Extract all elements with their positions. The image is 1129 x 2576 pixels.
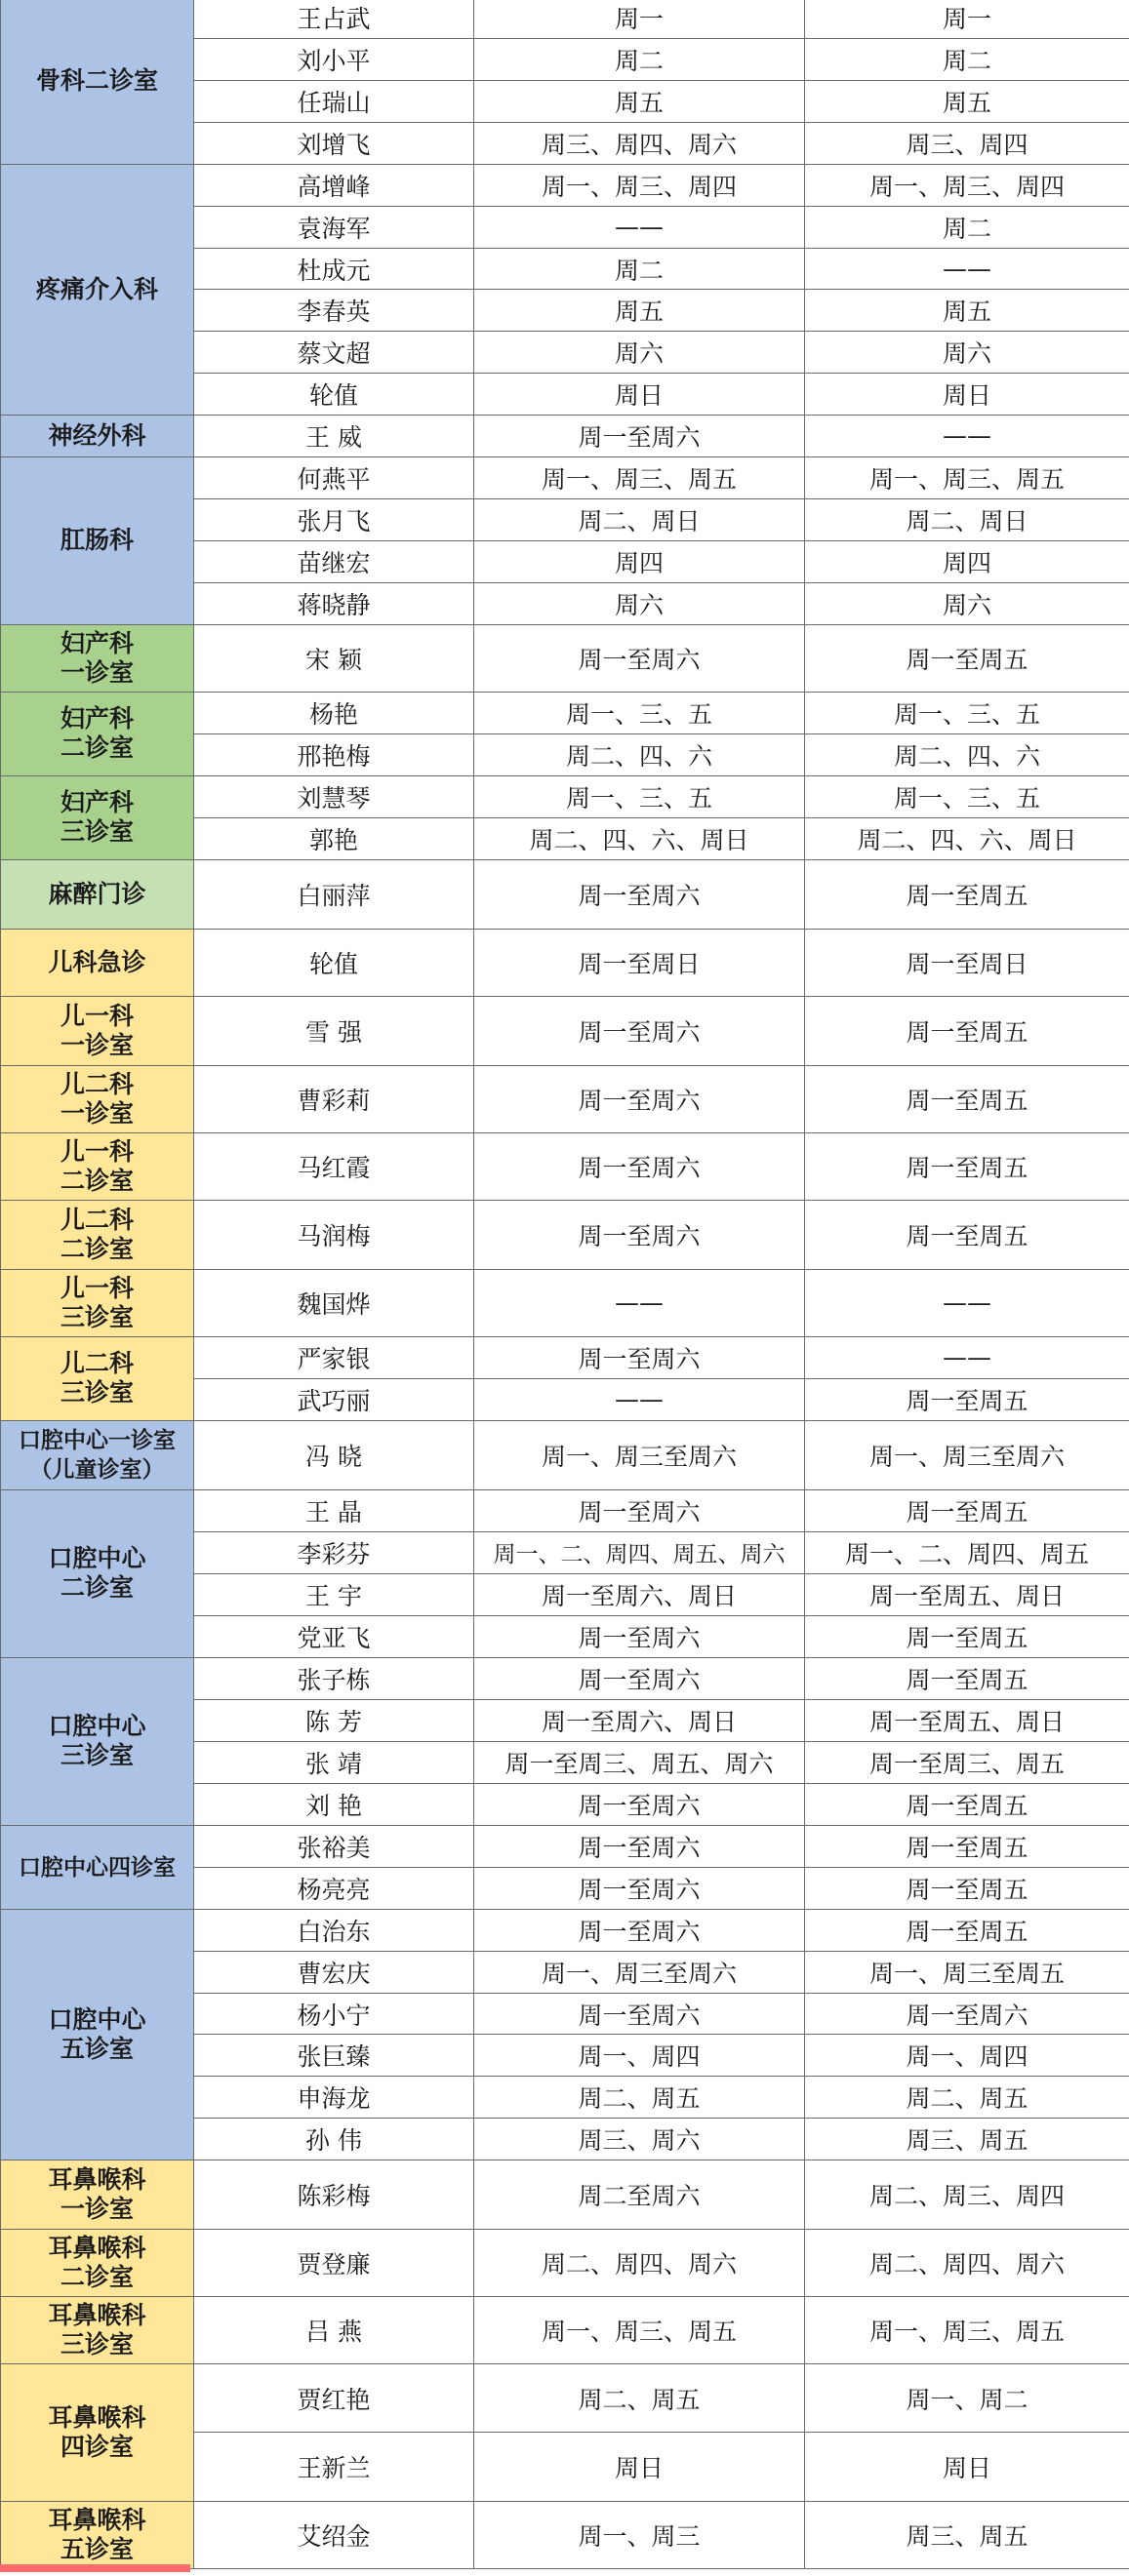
department-cell — [1, 859, 194, 929]
doctor-name: 申海龙 — [194, 2077, 474, 2119]
schedule-col-a: 周一至周六 — [474, 1615, 805, 1657]
department-label: 骨科二诊室 — [35, 65, 158, 95]
doctor-name: 严家银 — [194, 1336, 474, 1378]
schedule-col-a: 周一、三、五 — [474, 692, 805, 733]
schedule-col-a: 周五 — [474, 290, 805, 332]
schedule-col-a: 周一、二、周四、周五、周六 — [474, 1531, 805, 1573]
doctor-name: 张 靖 — [194, 1741, 474, 1783]
department-label: 儿科急诊 — [48, 947, 146, 976]
doctor-name: 马红霞 — [194, 1132, 474, 1200]
department-cell — [1, 2160, 194, 2229]
doctor-name: 郭艳 — [194, 817, 474, 859]
schedule-row — [1, 2229, 1129, 2296]
schedule-col-a: 周一至周六 — [474, 1336, 805, 1378]
schedule-col-b: 周三、周四 — [805, 123, 1129, 165]
schedule-col-b: 周一至周五 — [805, 996, 1129, 1065]
schedule-col-a: 周一至周六 — [474, 1909, 805, 1951]
department-cell — [1, 775, 194, 859]
schedule-row — [1, 1269, 1129, 1336]
doctor-name: 王新兰 — [194, 2433, 474, 2502]
schedule-col-b: 周二、四、六 — [805, 733, 1129, 775]
department-cell — [1, 1825, 194, 1909]
doctor-name: 杨艳 — [194, 692, 474, 733]
schedule-row — [1, 1909, 1129, 1951]
schedule-col-a: 周二、周五 — [474, 2363, 805, 2433]
schedule-col-a: 周一至周六 — [474, 1993, 805, 2035]
doctor-name: 冯 晓 — [194, 1420, 474, 1489]
doctor-name: 陈 芳 — [194, 1699, 474, 1741]
doctor-name: 刘慧琴 — [194, 775, 474, 817]
department-label: 耳鼻喉科 五诊室 — [48, 2505, 146, 2563]
schedule-col-a: 周一至周六 — [474, 1200, 805, 1269]
doctor-name: 张月飞 — [194, 498, 474, 540]
schedule-row — [1, 624, 1129, 692]
department-cell — [1, 1909, 194, 2160]
schedule-row — [1, 0, 1129, 39]
department-cell — [1, 2363, 194, 2501]
department-cell — [1, 456, 194, 624]
schedule-col-b: 周六 — [805, 582, 1129, 624]
doctor-name: 宋 颖 — [194, 624, 474, 692]
department-label: 耳鼻喉科 四诊室 — [48, 2402, 146, 2461]
schedule-col-b: 周二、周五 — [805, 2077, 1129, 2119]
schedule-row — [1, 1065, 1129, 1132]
schedule-col-b: 周一、周三至周六 — [805, 1420, 1129, 1489]
schedule-col-b: 周一至周五 — [805, 1200, 1129, 1269]
department-label: 耳鼻喉科 三诊室 — [48, 2300, 146, 2358]
schedule-col-b: 周日 — [805, 374, 1129, 416]
schedule-row — [1, 165, 1129, 207]
doctor-name: 白治东 — [194, 1909, 474, 1951]
schedule-row — [1, 1489, 1129, 1531]
department-label: 口腔中心 三诊室 — [48, 1712, 146, 1770]
schedule-row — [1, 2160, 1129, 2229]
schedule-col-a: 周一、周三、周四 — [474, 165, 805, 207]
department-cell — [1, 996, 194, 1065]
doctor-name: 武巧丽 — [194, 1378, 474, 1420]
schedule-col-b: 周一至周五 — [805, 1909, 1129, 1951]
department-cell — [1, 2229, 194, 2296]
schedule-col-b: 周一至周五 — [805, 1867, 1129, 1909]
schedule-col-a: 周一至周六 — [474, 859, 805, 929]
doctor-name: 刘 艳 — [194, 1783, 474, 1825]
schedule-col-b: 周一至周五 — [805, 624, 1129, 692]
schedule-row — [1, 692, 1129, 733]
department-label: 妇产科 一诊室 — [60, 628, 134, 687]
schedule-col-a: 周一、周三、周五 — [474, 456, 805, 498]
department-label: 耳鼻喉科 二诊室 — [48, 2233, 146, 2291]
schedule-col-a: 周五 — [474, 81, 805, 123]
department-label: 儿二科 二诊室 — [60, 1205, 134, 1263]
schedule-col-b: 周一、三、五 — [805, 692, 1129, 733]
schedule-row — [1, 2501, 1129, 2568]
doctor-name: 王 晶 — [194, 1489, 474, 1531]
doctor-name: 艾绍金 — [194, 2501, 474, 2568]
schedule-col-b: 周一至周五 — [805, 1825, 1129, 1867]
doctor-name: 贾红艳 — [194, 2363, 474, 2433]
schedule-col-b: 周一、三、五 — [805, 775, 1129, 817]
schedule-col-a: 周一至周六、周日 — [474, 1699, 805, 1741]
schedule-col-b: 周一至周五 — [805, 1657, 1129, 1699]
department-cell — [1, 1657, 194, 1825]
schedule-col-a: 周三、周四、周六 — [474, 123, 805, 165]
schedule-col-a: 周一、周四 — [474, 2035, 805, 2077]
schedule-col-b: 周一、周四 — [805, 2035, 1129, 2077]
department-label: 疼痛介入科 — [35, 274, 158, 303]
schedule-col-a: —— — [474, 1378, 805, 1420]
department-cell — [1, 2296, 194, 2363]
doctor-name: 马润梅 — [194, 1200, 474, 1269]
schedule-col-a: 周一、周三至周六 — [474, 1951, 805, 1993]
schedule-col-b: 周一至周五 — [805, 1378, 1129, 1420]
department-label: 儿一科 三诊室 — [60, 1273, 134, 1331]
schedule-col-a: 周一至周六 — [474, 1783, 805, 1825]
doctor-name: 张裕美 — [194, 1825, 474, 1867]
schedule-col-b: 周二、周三、周四 — [805, 2160, 1129, 2229]
doctor-name: 贾登廉 — [194, 2229, 474, 2296]
doctor-name: 任瑞山 — [194, 81, 474, 123]
schedule-col-a: 周一至周六 — [474, 1867, 805, 1909]
department-label: 肛肠科 — [60, 526, 134, 555]
doctor-name: 轮值 — [194, 929, 474, 996]
schedule-col-a: 周一至周六 — [474, 1065, 805, 1132]
schedule-col-b: 周一 — [805, 0, 1129, 39]
doctor-name: 李春英 — [194, 290, 474, 332]
schedule-col-b: 周一、周二 — [805, 2363, 1129, 2433]
schedule-col-b: 周一至周五 — [805, 1489, 1129, 1531]
department-label: 口腔中心一诊室 （儿童诊室） — [19, 1427, 176, 1483]
schedule-row — [1, 929, 1129, 996]
doctor-name: 刘小平 — [194, 39, 474, 81]
schedule-col-b: —— — [805, 415, 1129, 456]
schedule-col-b: 周二、四、六、周日 — [805, 817, 1129, 859]
department-cell — [1, 1420, 194, 1489]
doctor-name: 张巨臻 — [194, 2035, 474, 2077]
schedule-col-a: 周二至周六 — [474, 2160, 805, 2229]
schedule-col-a: 周二 — [474, 39, 805, 81]
doctor-name: 张子栋 — [194, 1657, 474, 1699]
schedule-col-a: 周一至周六 — [474, 1825, 805, 1867]
schedule-col-a: 周二、周四、周六 — [474, 2229, 805, 2296]
department-cell — [1, 0, 194, 165]
schedule-row — [1, 1657, 1129, 1699]
doctor-name: 高增峰 — [194, 165, 474, 207]
schedule-col-a: 周二、周日 — [474, 498, 805, 540]
department-cell — [1, 1200, 194, 1269]
doctor-name: 邢艳梅 — [194, 733, 474, 775]
doctor-name: 陈彩梅 — [194, 2160, 474, 2229]
department-cell — [1, 624, 194, 692]
schedule-row — [1, 415, 1129, 456]
schedule-row — [1, 2296, 1129, 2363]
schedule-row — [1, 1132, 1129, 1200]
doctor-name: 袁海军 — [194, 206, 474, 248]
schedule-col-a: 周二、周五 — [474, 2077, 805, 2119]
schedule-col-a: 周一 — [474, 0, 805, 39]
schedule-col-b: 周一至周日 — [805, 929, 1129, 996]
schedule-col-b: 周一至周三、周五 — [805, 1741, 1129, 1783]
bottom-accent-bar — [0, 2564, 190, 2572]
doctor-name: 轮值 — [194, 374, 474, 416]
department-label: 口腔中心 五诊室 — [48, 2004, 146, 2063]
schedule-row — [1, 775, 1129, 817]
schedule-col-a: 周一至周六、周日 — [474, 1573, 805, 1615]
schedule-col-a: 周一至周六 — [474, 1489, 805, 1531]
schedule-col-a: 周一至周六 — [474, 1657, 805, 1699]
doctor-name: 李彩芬 — [194, 1531, 474, 1573]
doctor-name: 王占武 — [194, 0, 474, 39]
department-label: 口腔中心四诊室 — [19, 1854, 176, 1881]
schedule-col-b: 周一至周五 — [805, 1783, 1129, 1825]
department-cell — [1, 415, 194, 456]
schedule-col-a: 周日 — [474, 374, 805, 416]
schedule-row — [1, 2363, 1129, 2433]
doctor-name: 曹彩莉 — [194, 1065, 474, 1132]
schedule-col-b: 周日 — [805, 2433, 1129, 2502]
doctor-name: 曹宏庆 — [194, 1951, 474, 1993]
schedule-col-b: 周二、周日 — [805, 498, 1129, 540]
schedule-row — [1, 456, 1129, 498]
schedule-col-a: 周一至周日 — [474, 929, 805, 996]
doctor-name: 杨小宁 — [194, 1993, 474, 2035]
schedule-col-a: 周二 — [474, 248, 805, 290]
doctor-name: 杨亮亮 — [194, 1867, 474, 1909]
schedule-col-b: 周二 — [805, 39, 1129, 81]
schedule-col-a: 周一至周六 — [474, 996, 805, 1065]
doctor-name: 雪 强 — [194, 996, 474, 1065]
schedule-row — [1, 859, 1129, 929]
department-label: 妇产科 二诊室 — [60, 704, 134, 763]
schedule-col-b: —— — [805, 1336, 1129, 1378]
schedule-col-a: 周六 — [474, 332, 805, 374]
schedule-col-a: 周一至周六 — [474, 415, 805, 456]
department-cell — [1, 165, 194, 416]
schedule-col-a: —— — [474, 1269, 805, 1336]
schedule-col-b: 周一、周三、周五 — [805, 456, 1129, 498]
schedule-col-a: 周日 — [474, 2433, 805, 2502]
schedule-col-b: 周四 — [805, 540, 1129, 582]
schedule-col-b: 周二、周四、周六 — [805, 2229, 1129, 2296]
schedule-col-b: 周一至周五 — [805, 1065, 1129, 1132]
department-cell — [1, 1489, 194, 1657]
department-label: 儿二科 一诊室 — [60, 1069, 134, 1128]
schedule-col-a: 周一至周三、周五、周六 — [474, 1741, 805, 1783]
doctor-name: 白丽萍 — [194, 859, 474, 929]
schedule-col-a: 周二、四、六 — [474, 733, 805, 775]
schedule-col-b: 周六 — [805, 332, 1129, 374]
department-cell — [1, 1269, 194, 1336]
doctor-name: 王 威 — [194, 415, 474, 456]
department-label: 儿二科 三诊室 — [60, 1349, 134, 1407]
schedule-col-b: 周一至周五 — [805, 1132, 1129, 1200]
doctor-name: 党亚飞 — [194, 1615, 474, 1657]
department-cell — [1, 1132, 194, 1200]
schedule-col-b: 周二 — [805, 206, 1129, 248]
department-label: 口腔中心 二诊室 — [48, 1544, 146, 1603]
schedule-col-a: —— — [474, 206, 805, 248]
schedule-col-a: 周一至周六 — [474, 624, 805, 692]
department-label: 妇产科 三诊室 — [60, 788, 134, 847]
schedule-row — [1, 1825, 1129, 1867]
schedule-col-b: 周一至周六 — [805, 1993, 1129, 2035]
schedule-col-b: —— — [805, 248, 1129, 290]
department-cell — [1, 2501, 194, 2568]
doctor-name: 王 宇 — [194, 1573, 474, 1615]
schedule-col-b: 周一、周三至周五 — [805, 1951, 1129, 1993]
schedule-row — [1, 996, 1129, 1065]
department-label: 耳鼻喉科 一诊室 — [48, 2164, 146, 2223]
doctor-name: 何燕平 — [194, 456, 474, 498]
schedule-col-b: 周五 — [805, 81, 1129, 123]
schedule-col-a: 周一、周三至周六 — [474, 1420, 805, 1489]
schedule-col-b: 周一至周五、周日 — [805, 1573, 1129, 1615]
schedule-col-a: 周三、周六 — [474, 2119, 805, 2160]
doctor-name: 苗继宏 — [194, 540, 474, 582]
doctor-name: 蔡文超 — [194, 332, 474, 374]
schedule-row — [1, 1336, 1129, 1378]
department-label: 儿一科 二诊室 — [60, 1136, 134, 1195]
schedule-col-b: 周三、周五 — [805, 2501, 1129, 2568]
schedule-col-a: 周一、周三、周五 — [474, 2296, 805, 2363]
doctor-name: 杜成元 — [194, 248, 474, 290]
schedule-col-a: 周一、周三 — [474, 2501, 805, 2568]
doctor-name: 孙 伟 — [194, 2119, 474, 2160]
schedule-col-b: —— — [805, 1269, 1129, 1336]
doctor-name: 蒋晓静 — [194, 582, 474, 624]
schedule-body — [1, 0, 1129, 2568]
department-cell — [1, 929, 194, 996]
doctor-name: 魏国烨 — [194, 1269, 474, 1336]
department-cell — [1, 692, 194, 775]
department-label: 儿一科 一诊室 — [60, 1001, 134, 1059]
schedule-col-a: 周六 — [474, 582, 805, 624]
schedule-col-b: 周一至周五、周日 — [805, 1699, 1129, 1741]
schedule-row — [1, 1420, 1129, 1489]
schedule-col-b: 周一、周三、周四 — [805, 165, 1129, 207]
schedule-col-a: 周四 — [474, 540, 805, 582]
schedule-col-b: 周一、二、周四、周五 — [805, 1531, 1129, 1573]
schedule-col-a: 周二、四、六、周日 — [474, 817, 805, 859]
doctor-name: 刘增飞 — [194, 123, 474, 165]
doctor-name: 吕 燕 — [194, 2296, 474, 2363]
schedule-col-a: 周一至周六 — [474, 1132, 805, 1200]
schedule-col-b: 周一至周五 — [805, 1615, 1129, 1657]
department-cell — [1, 1065, 194, 1132]
schedule-col-b: 周一、周三、周五 — [805, 2296, 1129, 2363]
schedule-col-b: 周三、周五 — [805, 2119, 1129, 2160]
department-label: 神经外科 — [48, 420, 146, 450]
department-label: 麻醉门诊 — [48, 879, 146, 908]
schedule-col-b: 周一至周五 — [805, 859, 1129, 929]
department-cell — [1, 1336, 194, 1420]
schedule-col-a: 周一、三、五 — [474, 775, 805, 817]
schedule-col-b: 周五 — [805, 290, 1129, 332]
schedule-row — [1, 1200, 1129, 1269]
